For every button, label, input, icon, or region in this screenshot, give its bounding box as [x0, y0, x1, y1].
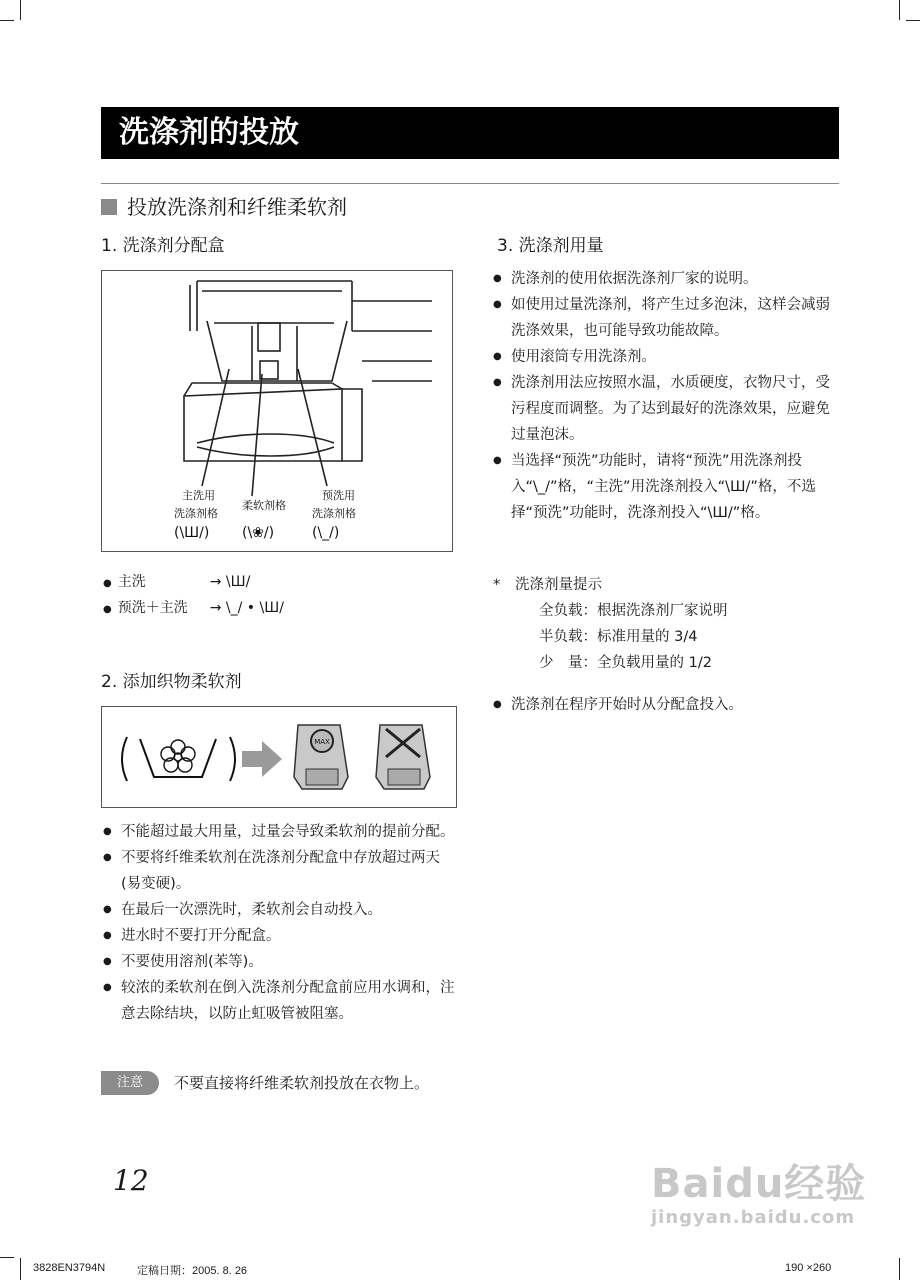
- list-item: ● 洗涤剂的使用依据洗涤剂厂家的说明。: [491, 266, 841, 292]
- list-item: ● 不要将纤维柔软剂在洗涤剂分配盒中存放超过两天(易变硬)。: [101, 845, 457, 897]
- compartment-label: 预洗用: [322, 489, 355, 502]
- compartment-labels: [174, 488, 356, 541]
- list-item: ● 不能超过最大用量，过量会导致柔软剂的提前分配。: [101, 819, 457, 845]
- footer-size: 190 ×260: [785, 1262, 832, 1274]
- watermark-url: jingyan.baidu.com: [651, 1207, 856, 1228]
- crop-mark: [20, 0, 21, 20]
- note-text: 不要直接将纤维柔软剂投放在衣物上。: [174, 1074, 430, 1092]
- list-item: ● 洗涤剂在程序开始时从分配盒投入。: [491, 692, 841, 718]
- compartment-label: 主洗用: [182, 489, 215, 502]
- compartment-label: 柔软剂格: [242, 499, 286, 512]
- footer-date: 定稿日期：2005. 8. 26: [137, 1265, 248, 1277]
- bracket-right: [230, 737, 235, 781]
- crop-mark: [899, 1258, 900, 1280]
- arrow-right-icon: [242, 741, 282, 777]
- list-item: ● 在最后一次漂洗时，柔软剂会自动投入。: [101, 897, 457, 923]
- star-icon: *: [493, 577, 501, 593]
- crop-mark: [0, 1257, 14, 1258]
- subsection-heading-1: 1. 洗涤剂分配盒: [101, 236, 225, 256]
- crop-mark: [20, 1258, 21, 1280]
- bracket-left: [122, 737, 127, 781]
- compartment-label: 洗涤剂格: [174, 507, 218, 520]
- dosage-tips: [493, 572, 728, 676]
- page-title: 洗涤剂的投放: [101, 107, 839, 159]
- page-number: 12: [113, 1164, 149, 1197]
- legend-row: ● 主洗 → \Ш/: [103, 570, 250, 596]
- dispenser-max-ok: [294, 725, 348, 789]
- list-item: ● 使用滚筒专用洗涤剂。: [491, 344, 841, 370]
- watermark: [651, 1152, 866, 1228]
- square-bullet-icon: [101, 199, 117, 215]
- legend-label: 预洗＋主洗: [117, 600, 188, 616]
- flower-icon: [161, 740, 195, 772]
- list-item: ● 如使用过量洗涤剂，将产生过多泡沫，这样会减弱洗涤效果，也可能导致功能故障。: [491, 292, 841, 344]
- softener-illustration: [102, 707, 456, 807]
- dispenser-over-max-no: [376, 725, 430, 789]
- list-item: ● 当选择“预洗”功能时，请将“预洗”用洗涤剂投入“\_/”格，“主洗”用洗涤剂投入“\Ш/”格，不选择“预洗”功能时，洗涤剂投入“\Ш/”格。: [491, 448, 841, 526]
- crop-mark: [899, 0, 900, 20]
- footer-code: 3828EN3794N: [33, 1262, 106, 1274]
- compartment-symbol: (\_/): [312, 525, 340, 541]
- dispenser-drawer-illustration: [102, 271, 452, 551]
- legend-symbol: \_/ • \Ш/: [225, 600, 284, 616]
- softener-figure: [101, 706, 457, 808]
- list-item: ● 较浓的柔软剂在倒入洗涤剂分配盒前应用水调和，注意去除结块，以防止虹吸管被阻塞。: [101, 975, 457, 1027]
- final-bullet: [491, 692, 841, 718]
- section-heading-text: 投放洗涤剂和纤维柔软剂: [127, 195, 347, 219]
- dispenser-figure: [101, 270, 453, 552]
- watermark-brand: Baidu经验: [651, 1161, 867, 1207]
- arrow-icon: →: [209, 574, 222, 590]
- subsection-heading-3: 3. 洗涤剂用量: [497, 236, 604, 256]
- max-label: MAX: [314, 738, 330, 746]
- legend-symbol: \Ш/: [225, 574, 251, 590]
- list-item: ● 洗涤剂用法应按照水温，水质硬度，衣物尺寸，受污程度而调整。为了达到最好的洗涤效果，应避免过量泡沫。: [491, 370, 841, 448]
- tip-line: 少 量：全负载用量的 1/2: [539, 655, 712, 671]
- list-item: ● 不要使用溶剂(苯等)。: [101, 949, 457, 975]
- crop-mark: [0, 20, 14, 21]
- compartment-label: 洗涤剂格: [312, 507, 356, 520]
- tip-line: 全负载：根据洗涤剂厂家说明: [539, 603, 728, 619]
- compartment-symbol: (\❀/): [242, 525, 275, 541]
- tip-line: 半负载：标准用量的 3/4: [539, 629, 698, 645]
- tips-title: 洗涤剂量提示: [515, 577, 602, 593]
- note-badge: 注意: [101, 1071, 159, 1095]
- detergent-bullets: [491, 266, 841, 526]
- list-item: ● 进水时不要打开分配盒。: [101, 923, 457, 949]
- compartment-symbol: (\Ш/): [174, 525, 210, 541]
- crop-mark: [906, 20, 920, 21]
- legend-label: 主洗: [117, 574, 146, 590]
- divider: [101, 183, 839, 184]
- arrow-icon: →: [209, 600, 222, 616]
- subsection-heading-2: 2. 添加织物柔软剂: [101, 672, 242, 692]
- legend-row: ● 预洗＋主洗 → \_/ • \Ш/: [103, 596, 284, 622]
- softener-bullets: [101, 819, 457, 1027]
- section-heading: [101, 193, 347, 221]
